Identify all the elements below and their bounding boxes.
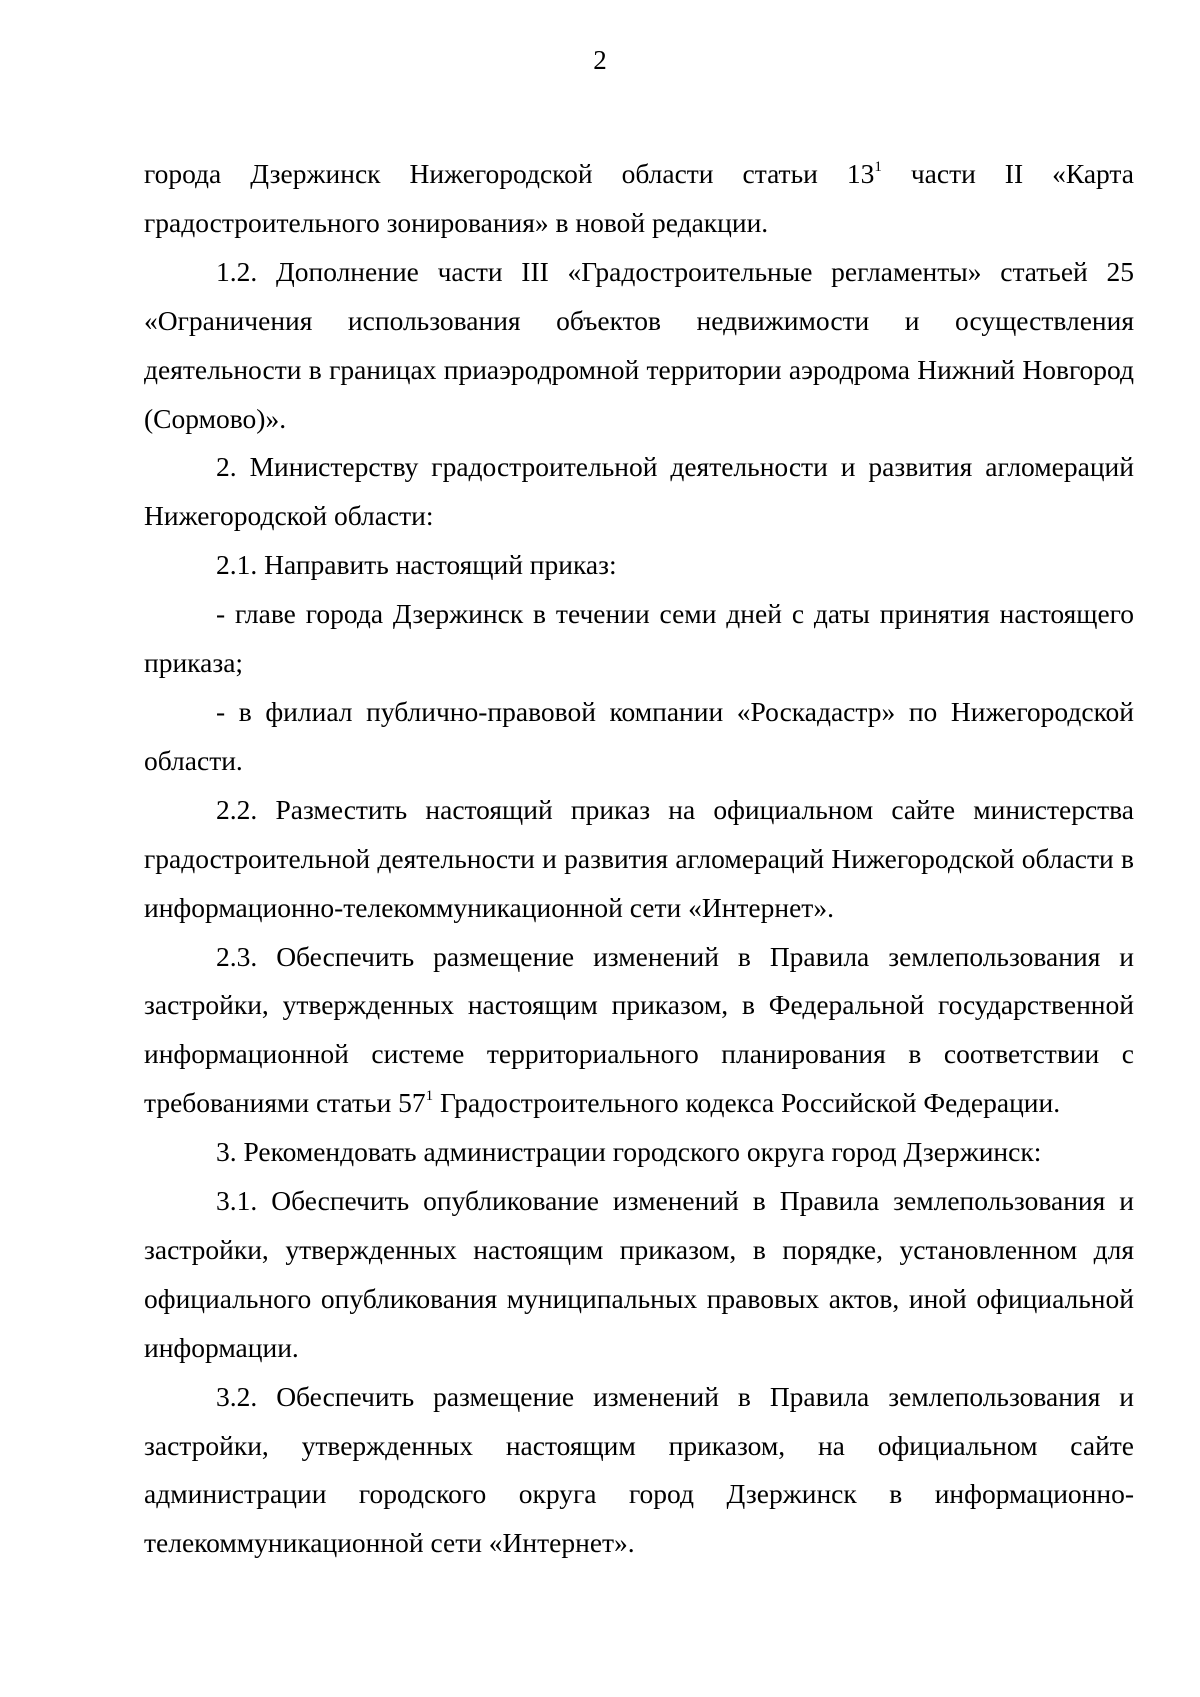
paragraph-2-2: 2.2. Разместить настоящий приказ на официальном сайте министерства градостроительной деятельности и развития агломераций Нижегородской области в информационно-телекоммуникационной сети «Интернет». [144,793,1134,923]
paragraph-text: части II «Карта градостроительного зонирования» в новой редакции. [144,158,1134,238]
paragraph-2-1: 2.1. Направить настоящий приказ: [216,549,617,581]
paragraph-text: Градостроительного кодекса Российской Федерации. [433,1087,1061,1119]
paragraph-list-item-roskadastr: - в филиал публично-правовой компании «Роскадастр» по Нижегородской области. [144,695,1134,776]
paragraph-3-2: 3.2. Обеспечить размещение изменений в Правила землепользования и застройки, утвержденных настоящим приказом, на официальном сайте администрации городского округа город Дзержинск в информационно-телекоммуникационной сети «Интернет». [144,1380,1134,1559]
paragraph-2-3 [144,933,1134,1129]
paragraph-text: 2.3. Обеспечить размещение изменений в Правила землепользования и застройки, утвержденных настоящим приказом, в Федеральной государственной информационной системе территориального планирования в соответствии с требованиями статьи 57 [144,940,1134,1119]
paragraph-zoning-map [144,150,1134,248]
superscript: 1 [425,1088,434,1105]
document-body [144,150,1134,1568]
paragraph-1-2: 1.2. Дополнение части III «Градостроительные регламенты» статьей 25 «Ограничения использования объектов недвижимости и осуществления деятельности в границах приаэродромной территории аэродрома Нижний Новгород (Сормово)». [144,255,1134,434]
paragraph-3-1: 3.1. Обеспечить опубликование изменений в Правила землепользования и застройки, утвержденных настоящим приказом, в порядке, установленном для официального опубликования муниципальных правовых актов, иной официальной информации. [144,1185,1134,1363]
paragraph-text: города Дзержинск Нижегородской области статьи 13 [144,158,875,189]
paragraph-2: 2. Министерству градостроительной деятельности и развития агломераций Нижегородской области: [144,451,1134,532]
page-number: 2 [593,45,607,75]
superscript: 1 [874,159,882,175]
paragraph-3: 3. Рекомендовать администрации городского округа город Дзержинск: [216,1136,1042,1168]
paragraph-list-item-mayor: - главе города Дзержинск в течении семи дней с даты принятия настоящего приказа; [144,598,1134,679]
